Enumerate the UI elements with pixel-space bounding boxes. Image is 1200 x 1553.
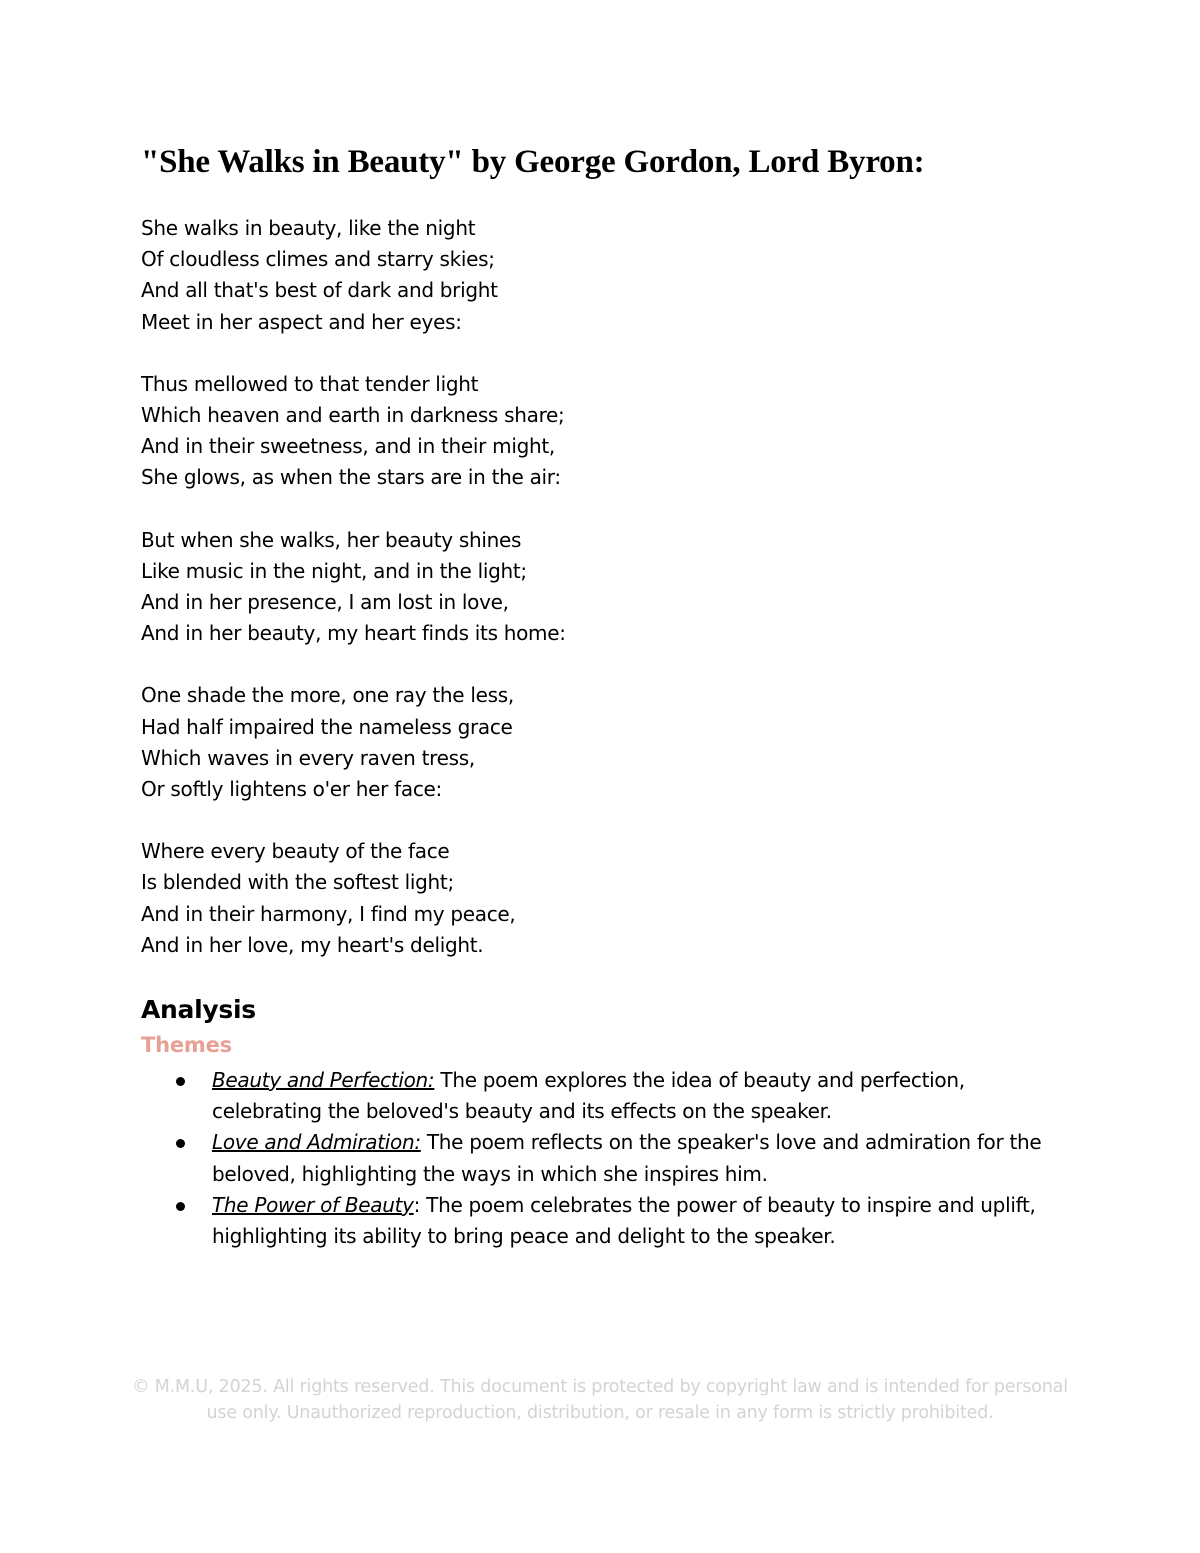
bullet-icon — [176, 1202, 185, 1211]
poem-line: And in her presence, I am lost in love, — [141, 590, 509, 615]
poem-line: Where every beauty of the face — [141, 839, 450, 864]
themes-list — [141, 1065, 1071, 1252]
poem-line: Had half impaired the nameless grace — [141, 714, 513, 739]
themes-heading: Themes — [141, 1033, 232, 1057]
poem-line: Of cloudless climes and starry skies; — [141, 247, 495, 272]
poem — [141, 213, 1041, 992]
theme-term: Love and Admiration: — [212, 1130, 421, 1155]
theme-term-separator: : — [413, 1192, 421, 1217]
theme-description: The poem celebrates the power of beauty to inspire and uplift, highlighting its ability to bring peace and delight to the speaker. — [212, 1192, 1036, 1249]
poem-line: Which heaven and earth in darkness share; — [141, 403, 565, 428]
document-title: "She Walks in Beauty" by George Gordon, Lord Byron: — [141, 144, 925, 180]
poem-line: Or softly lightens o'er her face: — [141, 777, 442, 802]
poem-stanza — [141, 525, 1041, 650]
bullet-icon — [176, 1077, 185, 1086]
theme-item — [141, 1190, 1071, 1252]
poem-stanza — [141, 680, 1041, 805]
poem-line: And in her beauty, my heart finds its home: — [141, 621, 566, 646]
poem-stanza — [141, 213, 1041, 338]
poem-line: And in their sweetness, and in their might, — [141, 434, 555, 459]
theme-description: The poem explores the idea of beauty and perfection, celebrating the beloved's beauty and its effects on the speaker. — [212, 1068, 965, 1124]
poem-line: Like music in the night, and in the light; — [141, 558, 527, 583]
theme-item — [141, 1127, 1071, 1189]
poem-line: One shade the more, one ray the less, — [141, 683, 514, 708]
poem-stanza — [141, 836, 1041, 961]
poem-line: But when she walks, her beauty shines — [141, 527, 522, 552]
copyright-footer: © M.M.U, 2025. All rights reserved. This document is protected by copyright law and is intended for personal use only. Unauthorized reproduction, distribution, or resale in any form is strictly prohibited. — [132, 1377, 1068, 1423]
poem-line: Which waves in every raven tress, — [141, 745, 475, 770]
poem-line: And in her love, my heart's delight. — [141, 932, 484, 957]
poem-line: And all that's best of dark and bright — [141, 278, 498, 303]
theme-term: Beauty and Perfection: — [212, 1068, 435, 1092]
poem-line: And in their harmony, I find my peace, — [141, 901, 516, 926]
poem-line: Is blended with the softest light; — [141, 870, 454, 895]
analysis-heading: Analysis — [141, 995, 256, 1024]
theme-description: The poem reflects on the speaker's love and admiration for the beloved, highlighting the ways in which she inspires him. — [212, 1130, 1042, 1186]
poem-line: She walks in beauty, like the night — [141, 216, 476, 240]
poem-stanza — [141, 369, 1041, 494]
bullet-icon — [176, 1139, 185, 1148]
poem-line: Thus mellowed to that tender light — [141, 371, 479, 396]
poem-line: Meet in her aspect and her eyes: — [141, 309, 462, 334]
theme-term: The Power of Beauty — [212, 1192, 414, 1217]
theme-item — [141, 1065, 1071, 1127]
poem-line: She glows, as when the stars are in the air: — [141, 465, 561, 490]
